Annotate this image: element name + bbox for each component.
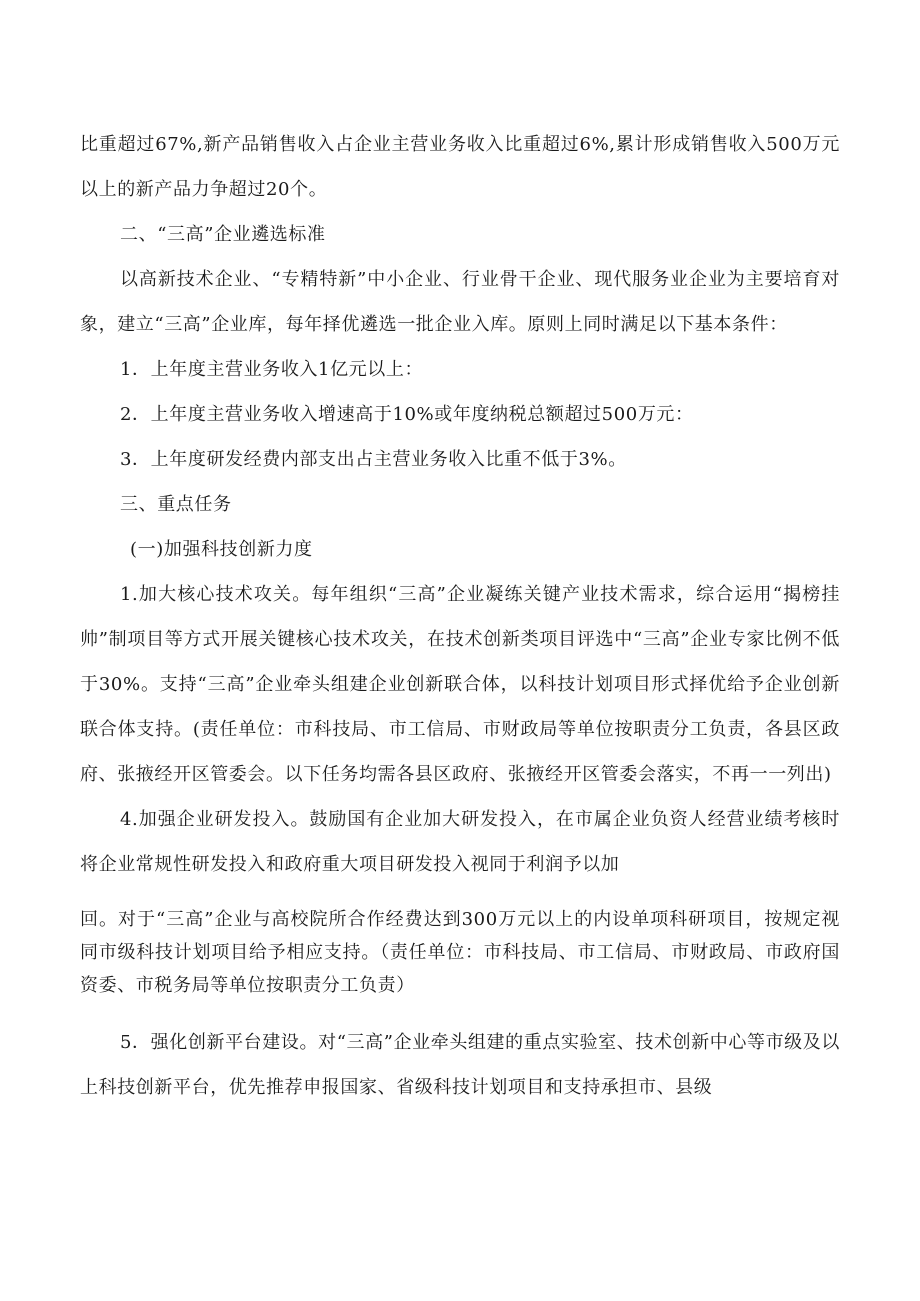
criterion-2: 2．上年度主营业务收入增速高于10%或年度纳税总额超过500万元：: [120, 404, 694, 425]
paragraph-selection-criteria: 以高新技术企业、“专精特新”中小企业、行业骨干企业、现代服务业企业为主要培育对象，建立“三高”企业库，每年择优遴选一批企业入库。原则上同时满足以下基本条件：: [80, 269, 840, 335]
section-heading-2: 二、“三高”企业遴选标准: [120, 224, 326, 245]
criterion-1: 1．上年度主营业务收入1亿元以上：: [120, 359, 424, 380]
task-5-paragraph: 5．强化创新平台建设。对“三高”企业牵头组建的重点实验室、技术创新中心等市级及以上科技创新平台，优先推荐申报国家、省级科技计划项目和支持承担市、县级: [80, 1032, 840, 1098]
criterion-3: 3．上年度研发经费内部支出占主营业务收入比重不低于3%。: [120, 449, 627, 470]
paragraph-continuation: 比重超过67%,新产品销售收入占企业主营业务收入比重超过6%,累计形成销售收入500万元以上的新产品力争超过20个。: [80, 134, 840, 200]
document-page: [80, 122, 840, 1110]
task-4-paragraph: 4.加强企业研发投入。鼓励国有企业加大研发投入，在市属企业负资人经营业绩考核时将企业常规性研发投入和政府重大项目研发投入视同于利润予以加: [80, 809, 840, 875]
subsection-heading-1: (一)加强科技创新力度: [130, 539, 313, 560]
task-4-continuation: 回。对于“三高”企业与高校院所合作经费达到300万元以上的内设单项科研项目，按规定视同市级科技计划项目给予相应支持。（责任单位：市科技局、市工信局、市财政局、市政府国资委、市税务局等单位按职责分工负责）: [80, 909, 840, 996]
task-1-paragraph: 1.加大核心技术攻关。每年组织“三高”企业凝练关键产业技术需求，综合运用“揭榜挂帅”制项目等方式开展关键核心技术攻关，在技术创新类项目评选中“三高”企业专家比例不低于30%。支持“三高”企业牵头组建企业创新联合体，以科技计划项目形式择优给予企业创新联合体支持。(责任单位：市科技局、市工信局、市财政局等单位按职责分工负责，各县区政府、张掖经开区管委会。以下任务均需各县区政府、张掖经开区管委会落实，不再一一列出): [80, 584, 840, 785]
section-heading-3: 三、重点任务: [120, 494, 232, 515]
